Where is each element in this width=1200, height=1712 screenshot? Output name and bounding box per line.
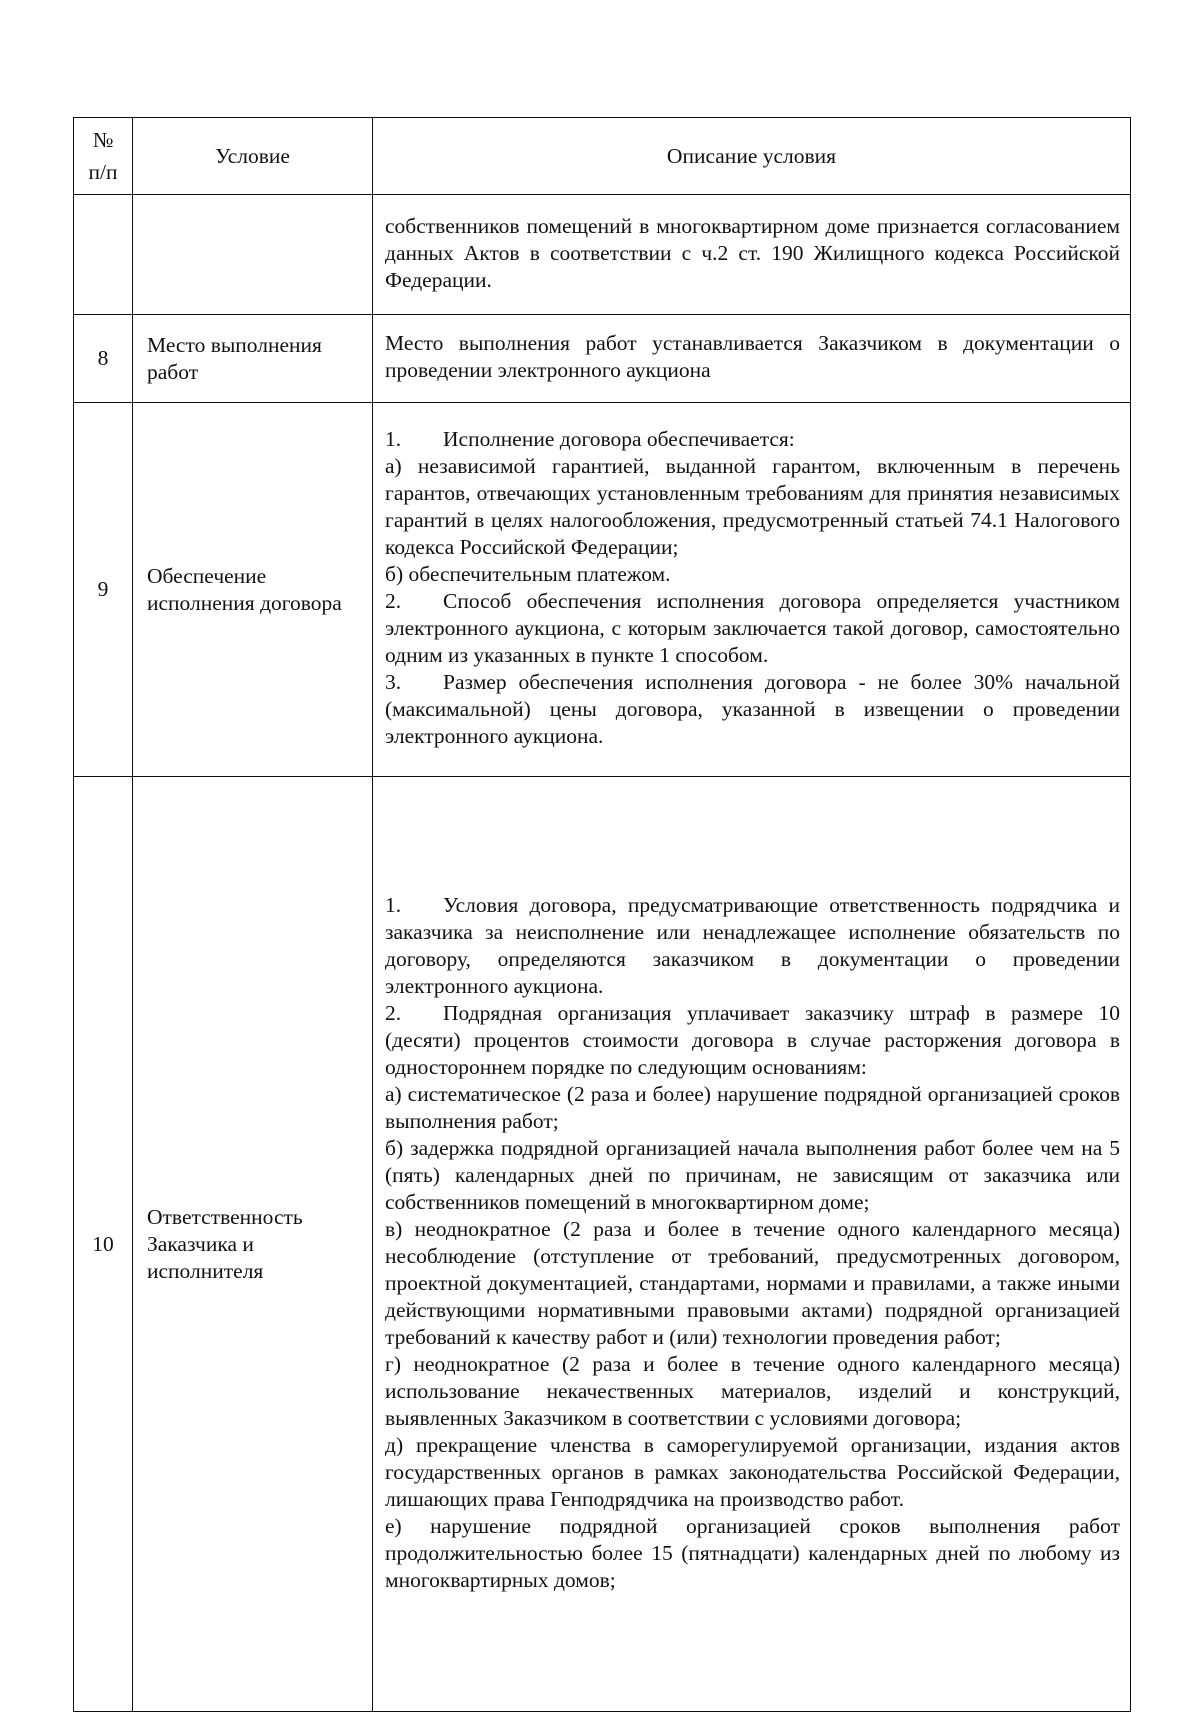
description-paragraph: собственников помещений в многоквартирном доме признается согласованием данных Актов в соответствии с ч.2 ст. 190 Жилищного кодекса Российской Федерации. [385,213,1120,292]
description-paragraph: г) неоднократное (2 раза и более в течение одного календарного месяца) использование некачественных материалов, изделий и конструкций, выявленных Заказчиком в соответствии с условиями договора; [385,1351,1120,1430]
item-text: Исполнение договора обеспечивается: [443,427,795,451]
description-item [385,1000,1120,1081]
item-text: Условия договора, предусматривающие ответственность подрядчика и заказчика за неисполнение или ненадлежащее исполнение обязательств по договору, определяются заказчиком в документации о проведении электронного аукциона. [385,892,1120,998]
description-paragraph: б) обеспечительным платежом. [385,562,671,586]
row-description [373,195,1131,315]
description-paragraph: д) прекращение членства в саморегулируемой организации, издания актов государственных органов в рамках законодательства Российской Федерации, лишающих права Генподрядчика на производство работ. [385,1432,1120,1511]
description-paragraph: б) задержка подрядной организацией начала выполнения работ более чем на 5 (пять) календарных дней по причинам, не зависящим от заказчика или собственников помещений в многоквартирном доме; [385,1135,1120,1214]
header-number-symbol: № [92,128,114,152]
description-item [385,426,1120,453]
row-condition: Ответственность Заказчика и исполнителя [133,777,373,1712]
row-condition [133,195,373,315]
item-text: Подрядная организация уплачивает заказчику штраф в размере 10 (десяти) процентов стоимости договора в случае расторжения договора в одностороннем порядке по следующим основаниям: [385,1000,1120,1079]
item-number: 1. [385,892,402,917]
header-condition: Условие [133,118,373,195]
item-number: 3. [385,670,402,694]
header-number [74,118,133,195]
header-number-abbrev: п/п [88,160,118,184]
row-condition: Место выполнения работ [133,315,373,403]
description-paragraph: а) независимой гарантией, выданной гарантом, включенным в перечень гарантов, отвечающих установленным требованиям для принятия независимых гарантий в целях налогообложения, предусмотренный статьей 74.1 Налогового кодекса Российской Федерации; [385,454,1120,559]
description-paragraph: а) систематическое (2 раза и более) нарушение подрядной организацией сроков выполнения работ; [385,1081,1120,1133]
row-number: 9 [74,403,133,777]
description-paragraph: е) нарушение подрядной организацией сроков выполнения работ продолжительностью более 15 (пятнадцати) календарных дней по любому из многоквартирных домов; [385,1513,1120,1592]
item-text: Способ обеспечения исполнения договора определяется участником электронного аукциона, с которым заключается такой договор, самостоятельно одним из указанных в пункте 1 способом. [385,589,1120,667]
table-row [74,777,1131,1712]
description-paragraph: Место выполнения работ устанавливается Заказчиком в документации о проведении электронного аукциона [385,331,1120,382]
table-row [74,315,1131,403]
item-number: 2. [385,1000,402,1025]
item-number: 1. [385,427,402,451]
description-item [385,669,1120,750]
row-description [373,403,1131,777]
description-item [385,892,1120,1000]
row-number [74,195,133,315]
table-row [74,195,1131,315]
description-paragraph: в) неоднократное (2 раза и более в течение одного календарного месяца) несоблюдение (отступление от требований, предусмотренных договором, проектной документацией, стандартами, нормами и правилами, а также иными действующими нормативными правовыми актами) подрядной организацией требований к качеству работ и (или) технологии проведения работ; [385,1216,1120,1349]
row-description [373,315,1131,403]
row-condition: Обеспечение исполнения договора [133,403,373,777]
header-description: Описание условия [373,118,1131,195]
table-row [74,403,1131,777]
conditions-table [73,117,1131,1712]
row-number: 10 [74,777,133,1712]
row-description [373,777,1131,1712]
description-item [385,588,1120,669]
item-text: Размер обеспечения исполнения договора - не более 30% начальной (максимальной) цены договора, указанной в извещении о проведении электронного аукциона. [385,670,1120,748]
table-header-row [74,118,1131,195]
row-number: 8 [74,315,133,403]
item-number: 2. [385,589,402,613]
